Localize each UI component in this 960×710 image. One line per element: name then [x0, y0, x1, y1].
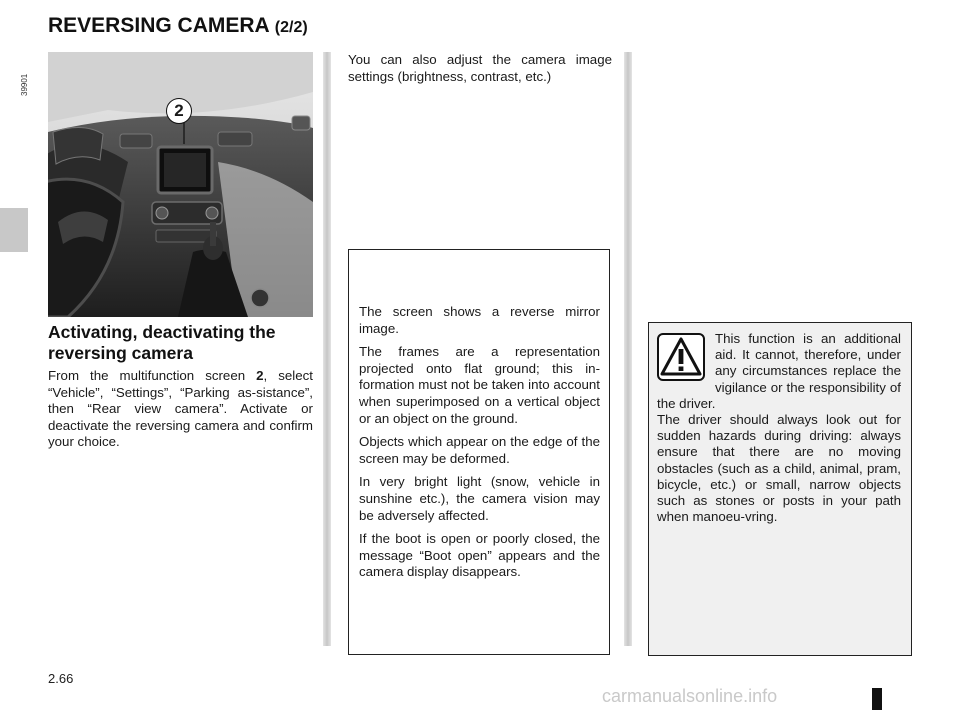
watermark: carmanualsonline.info [602, 686, 778, 706]
page-title-suffix: (2/2) [274, 19, 308, 36]
left-body-text-part: From the multifunction screen [48, 368, 257, 383]
callout-badge: 2 [166, 98, 192, 124]
column-divider [323, 52, 331, 646]
column-divider [624, 52, 632, 646]
left-body-text-part: , select “Vehicle”, “Settings”, “Parking as-sistance”, then “Rear view camera”. Activate or deactivate the reversing camera and confirm your choice. [48, 368, 313, 450]
section-tab-marker [0, 208, 28, 252]
image-reference-number: 39901 [20, 73, 29, 96]
info-paragraph: Objects which appear on the edge of the screen may be deformed. [359, 434, 600, 466]
page-number: 2.66 [48, 671, 74, 686]
left-body-text [48, 368, 313, 451]
info-box-content [359, 304, 600, 588]
warning-paragraph: This function is an additional aid. It cannot, therefore, under any circumstances replace the vigilance or the responsibility of the driver. [657, 331, 901, 411]
info-box [348, 249, 610, 655]
info-paragraph: If the boot is open or poorly closed, the message “Boot open” appears and the camera display disappears. [359, 531, 600, 580]
page-title-text: REVERSING CAMERA [48, 14, 269, 37]
info-paragraph: The screen shows a reverse mirror image. [359, 304, 600, 336]
left-body-text-ref: 2 [256, 368, 264, 383]
warning-text [657, 331, 901, 525]
page-title [48, 14, 308, 38]
info-paragraph: The frames are a representation projected onto flat ground; this in-formation must not be taken into account when superimposed on a vertical object or an object on the ground. [359, 344, 600, 426]
camera-settings-note: You can also adjust the camera image settings (brightness, contrast, etc.) [348, 52, 612, 84]
dashboard-photo [48, 52, 313, 317]
warning-paragraph: The driver should always look out for sudden hazards during driving: always ensure that there are no moving obstacles (such as a child, animal, pram, bicycle, etc.) or small, narrow objects such as stones or posts in your path when manoeu-vring. [657, 412, 901, 525]
dashboard-illustration [48, 52, 313, 317]
icon-spacer [657, 331, 715, 393]
warning-box [648, 322, 912, 656]
corner-marker [872, 688, 882, 710]
section-heading: Activating, deactivating the reversing camera [48, 322, 276, 363]
info-paragraph: In very bright light (snow, vehicle in sunshine etc.), the camera vision may be adversely affected. [359, 474, 600, 523]
